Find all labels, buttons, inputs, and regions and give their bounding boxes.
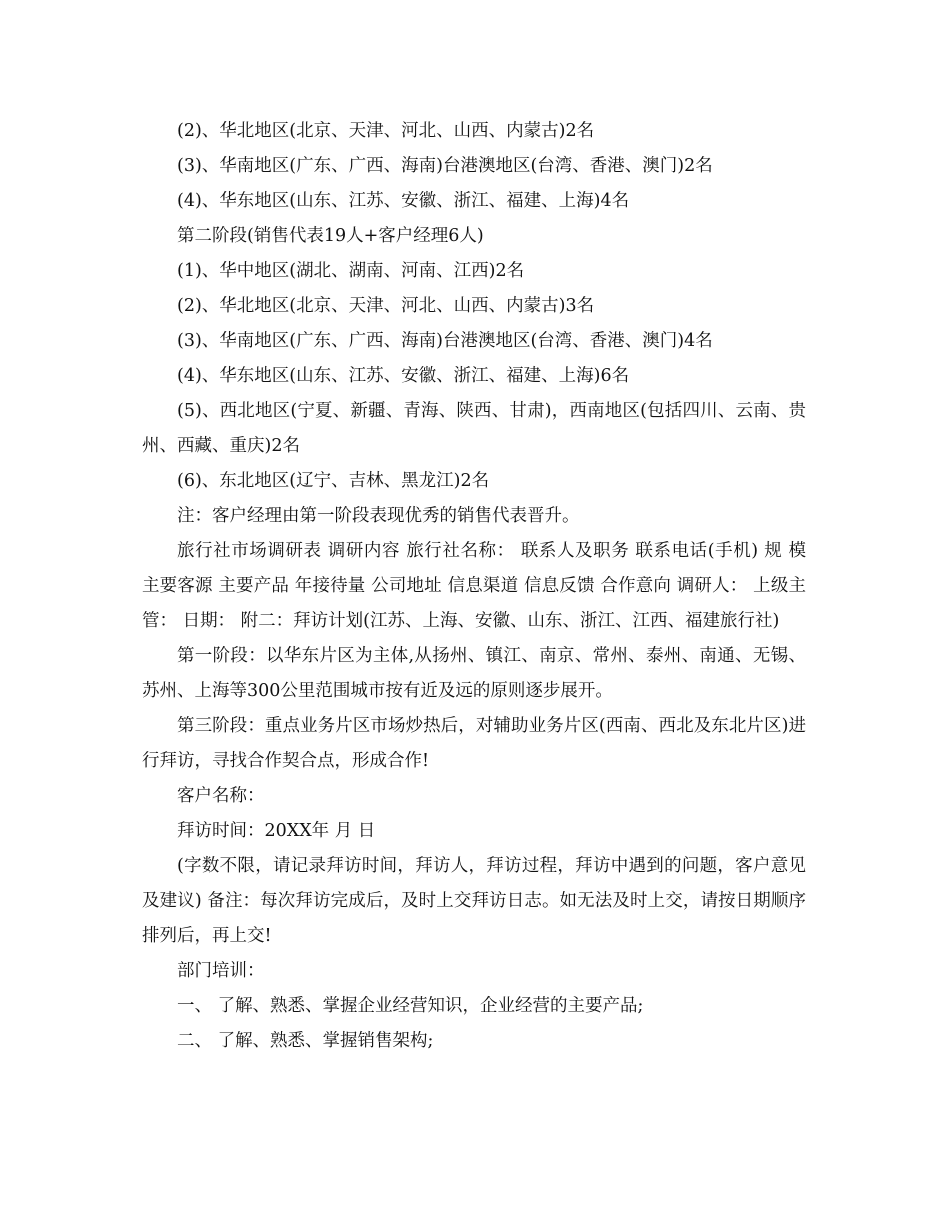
paragraph: 第一阶段：以华东片区为主体,从扬州、镇江、南京、常州、泰州、南通、无锡、苏州、上海等300公里范围城市按有近及远的原则逐步展开。 <box>142 646 806 701</box>
paragraph: (4)、华东地区(山东、江苏、安徽、浙江、福建、上海)6名 <box>177 366 630 386</box>
paragraph: (2)、华北地区(北京、天津、河北、山西、内蒙古)2名 <box>177 121 595 141</box>
paragraph: (2)、华北地区(北京、天津、河北、山西、内蒙古)3名 <box>177 296 595 316</box>
survey-table-text: 旅行社市场调研表 调研内容 旅行社名称： 联系人及职务 联系电话(手机) 规 模 主要客源 主要产品 年接待量 公司地址 信息渠道 信息反馈 合作意向 调研人： 上级主管： 日期： 附二：拜访计划(江苏、上海、安徽、山东、浙江、江西、福建旅行社) <box>142 541 806 631</box>
paragraph: 第三阶段：重点业务片区市场炒热后，对辅助业务片区(西南、西北及东北片区)进行拜访，寻找合作契合点，形成合作! <box>142 716 806 771</box>
section-heading: 部门培训： <box>177 961 265 981</box>
customer-name-label: 客户名称： <box>177 786 265 806</box>
paragraph: (1)、华中地区(湖北、湖南、河南、江西)2名 <box>177 261 525 281</box>
paragraph: (3)、华南地区(广东、广西、海南)台港澳地区(台湾、香港、澳门)4名 <box>177 331 713 351</box>
section-heading: 第二阶段(销售代表19人+客户经理6人) <box>177 226 484 246</box>
paragraph: (6)、东北地区(辽宁、吉林、黑龙江)2名 <box>177 471 490 491</box>
list-item: 二、 了解、熟悉、掌握销售架构; <box>177 1031 434 1051</box>
paragraph: (字数不限，请记录拜访时间，拜访人，拜访过程，拜访中遇到的问题，客户意见及建议) 备注：每次拜访完成后，及时上交拜访日志。如无法及时上交，请按日期顺序排列后，再上交! <box>142 856 806 946</box>
document-body <box>142 114 806 1059</box>
paragraph: (5)、西北地区(宁夏、新疆、青海、陕西、甘肃)，西南地区(包括四川、云南、贵州、西藏、重庆)2名 <box>142 401 806 456</box>
list-item: 一、 了解、熟悉、掌握企业经营知识，企业经营的主要产品; <box>177 996 644 1016</box>
paragraph: (3)、华南地区(广东、广西、海南)台港澳地区(台湾、香港、澳门)2名 <box>177 156 713 176</box>
visit-time-label: 拜访时间：20XX年 月 日 <box>177 821 376 841</box>
note-paragraph: 注：客户经理由第一阶段表现优秀的销售代表晋升。 <box>177 506 580 526</box>
paragraph: (4)、华东地区(山东、江苏、安徽、浙江、福建、上海)4名 <box>177 191 630 211</box>
